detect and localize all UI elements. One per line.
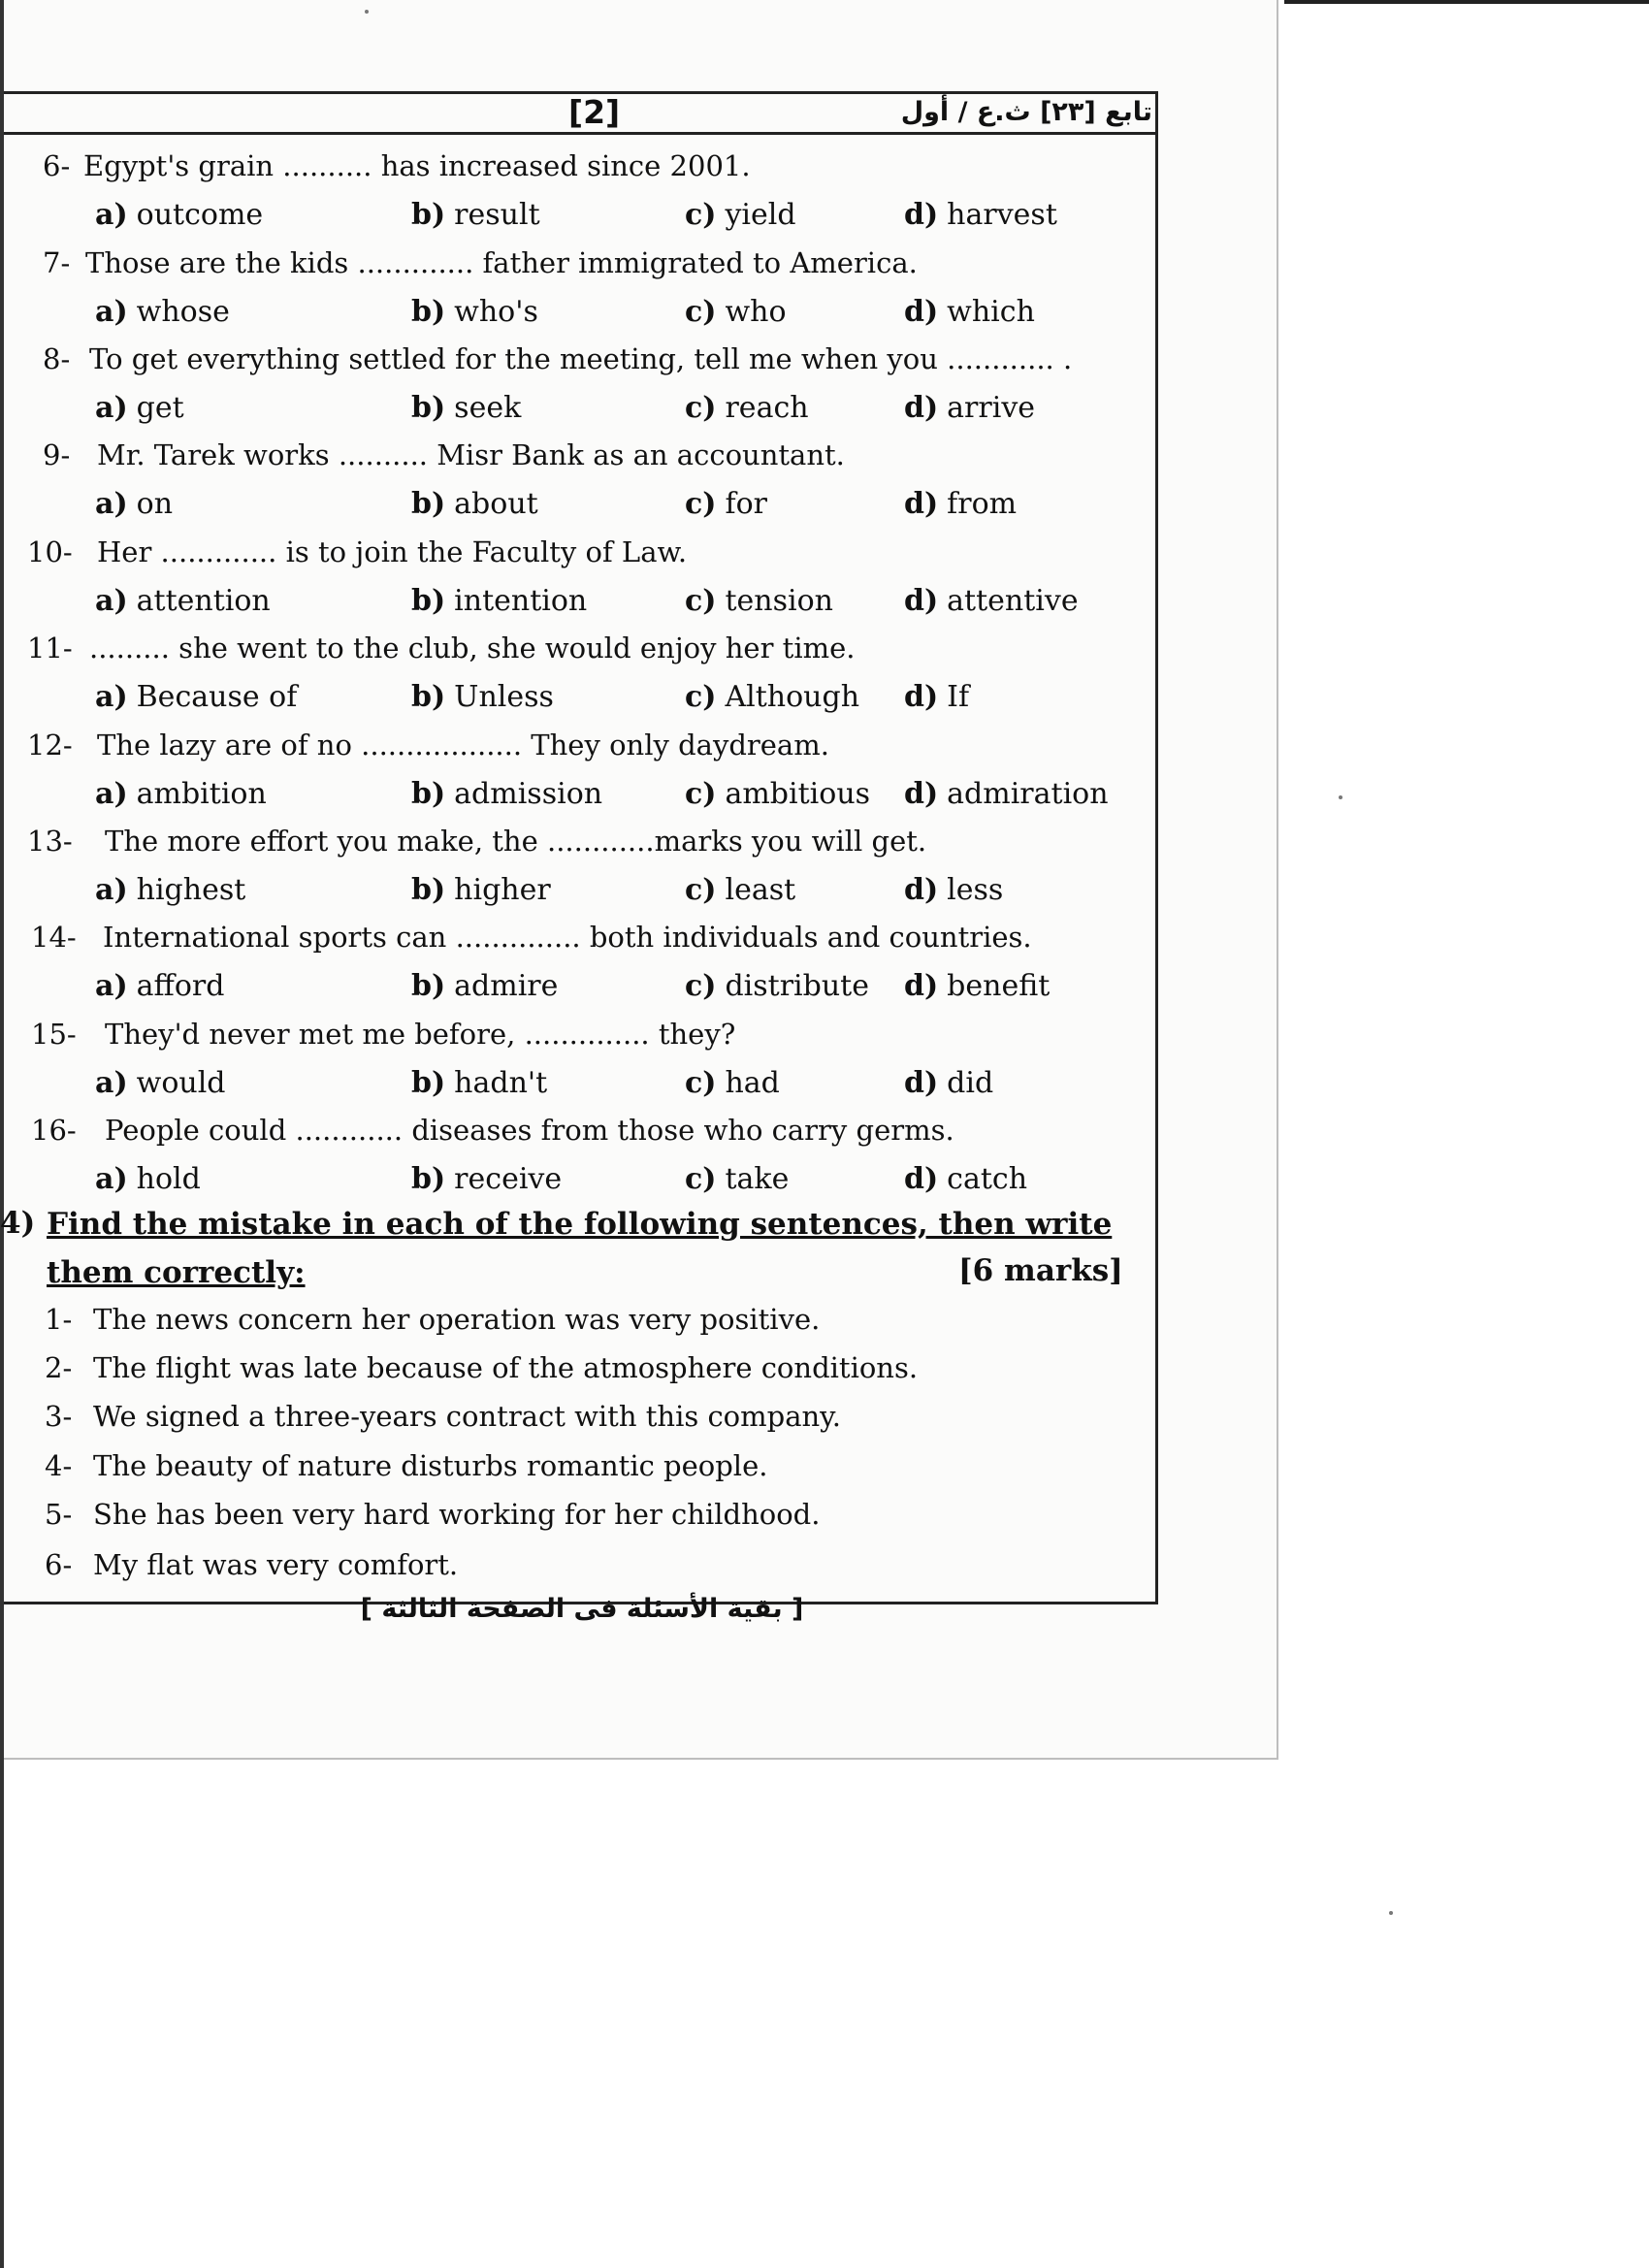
- option-letter: d): [904, 1066, 939, 1100]
- option-text: reach: [725, 391, 809, 425]
- answer-option: [95, 874, 245, 906]
- question-text: Those are the kids ............. father immigrated to America.: [85, 246, 918, 279]
- option-text: seek: [454, 391, 522, 425]
- option-text: result: [454, 198, 540, 232]
- sheet-fold-edge: [0, 1758, 4, 2268]
- option-letter: a): [95, 391, 128, 425]
- option-letter: b): [411, 487, 446, 521]
- question-number: 10-: [27, 535, 73, 568]
- section4-marks: [6 marks]: [958, 1253, 1123, 1288]
- option-letter: b): [411, 1066, 446, 1100]
- option-text: catch: [947, 1162, 1028, 1196]
- answer-option: [904, 681, 969, 713]
- answer-option: [95, 199, 263, 231]
- option-letter: b): [411, 198, 446, 232]
- mistake-item-text: We signed a three-years contract with this company.: [93, 1400, 841, 1433]
- answer-option: [411, 778, 602, 810]
- answer-option: [904, 1163, 1027, 1195]
- question-text: The more effort you make, the ............marks you will get.: [105, 825, 927, 858]
- option-letter: a): [95, 873, 128, 907]
- option-letter: a): [95, 198, 128, 232]
- option-text: about: [454, 487, 538, 521]
- mistake-item-number: 5-: [45, 1498, 73, 1531]
- answer-option: [685, 296, 787, 328]
- page-number: [2]: [568, 93, 621, 131]
- option-letter: d): [904, 969, 939, 1003]
- question-text: Egypt's grain .......... has increased since 2001.: [83, 149, 751, 182]
- question-number: 12-: [27, 729, 73, 761]
- question-number: 11-: [27, 632, 73, 664]
- answer-option: [904, 970, 1050, 1002]
- answer-option: [95, 585, 271, 617]
- option-text: least: [725, 873, 796, 907]
- answer-option: [685, 199, 796, 231]
- question-text: They'd never met me before, .............. they?: [105, 1018, 736, 1051]
- mistake-item-text: My flat was very comfort.: [93, 1548, 459, 1581]
- option-text: intention: [454, 584, 588, 618]
- question-number: 14-: [31, 921, 77, 954]
- option-text: whose: [136, 295, 230, 329]
- option-letter: c): [685, 584, 717, 618]
- answer-option: [685, 1163, 789, 1195]
- option-text: higher: [454, 873, 551, 907]
- option-text: tension: [725, 584, 833, 618]
- option-letter: a): [95, 1066, 128, 1100]
- answer-option: [904, 296, 1035, 328]
- answer-option: [411, 392, 521, 424]
- question-number: 15-: [31, 1018, 77, 1051]
- mistake-item-text: The beauty of nature disturbs romantic people.: [93, 1449, 768, 1482]
- option-text: on: [136, 487, 174, 521]
- answer-option: [411, 585, 587, 617]
- option-letter: d): [904, 487, 939, 521]
- answer-option: [95, 1067, 226, 1099]
- option-text: admiration: [947, 777, 1109, 811]
- question-text: Her ............. is to join the Faculty of Law.: [97, 535, 688, 568]
- answer-option: [411, 874, 551, 906]
- option-text: get: [136, 391, 184, 425]
- answer-option: [904, 1067, 993, 1099]
- option-text: would: [136, 1066, 226, 1100]
- answer-option: [411, 296, 538, 328]
- scan-speck: [1389, 1911, 1393, 1915]
- option-letter: d): [904, 873, 939, 907]
- mistake-item-number: 3-: [45, 1400, 73, 1433]
- option-letter: c): [685, 1162, 717, 1196]
- option-text: arrive: [947, 391, 1036, 425]
- mistake-item-number: 2-: [45, 1351, 73, 1384]
- option-letter: d): [904, 1162, 939, 1196]
- answer-option: [685, 874, 795, 906]
- option-text: afford: [136, 969, 225, 1003]
- option-text: from: [947, 487, 1018, 521]
- answer-option: [95, 681, 297, 713]
- option-text: for: [725, 487, 767, 521]
- question-text: Mr. Tarek works .......... Misr Bank as an accountant.: [97, 438, 845, 471]
- scan-speck: [1339, 795, 1342, 799]
- answer-option: [904, 199, 1057, 231]
- answer-option: [904, 585, 1079, 617]
- option-text: who's: [454, 295, 538, 329]
- answer-option: [411, 681, 554, 713]
- option-text: hadn't: [454, 1066, 548, 1100]
- option-letter: c): [685, 680, 717, 714]
- question-text: People could ............ diseases from those who carry germs.: [105, 1114, 954, 1147]
- answer-option: [904, 874, 1003, 906]
- mistake-item-number: 4-: [45, 1449, 73, 1482]
- option-text: benefit: [947, 969, 1051, 1003]
- option-text: If: [947, 680, 970, 714]
- option-text: admission: [454, 777, 603, 811]
- answer-option: [411, 970, 558, 1002]
- option-letter: c): [685, 969, 717, 1003]
- option-text: less: [947, 873, 1004, 907]
- option-letter: b): [411, 584, 446, 618]
- section4-number: 4): [0, 1206, 36, 1241]
- answer-option: [685, 778, 870, 810]
- option-text: hold: [136, 1162, 201, 1196]
- option-text: who: [725, 295, 787, 329]
- answer-option: [685, 970, 869, 1002]
- option-letter: a): [95, 777, 128, 811]
- option-text: harvest: [947, 198, 1057, 232]
- option-text: distribute: [725, 969, 869, 1003]
- question-number: 8-: [43, 342, 71, 375]
- answer-option: [411, 199, 540, 231]
- option-text: did: [947, 1066, 994, 1100]
- question-number: 7-: [43, 246, 71, 279]
- mistake-item-number: 1-: [45, 1303, 73, 1336]
- option-text: outcome: [136, 198, 264, 232]
- option-letter: a): [95, 487, 128, 521]
- option-text: admire: [454, 969, 559, 1003]
- question-text: International sports can .............. both individuals and countries.: [103, 921, 1032, 954]
- option-text: had: [725, 1066, 780, 1100]
- option-letter: c): [685, 198, 717, 232]
- option-text: ambition: [136, 777, 267, 811]
- option-letter: a): [95, 680, 128, 714]
- answer-option: [904, 392, 1035, 424]
- answer-option: [685, 1067, 780, 1099]
- option-letter: a): [95, 969, 128, 1003]
- option-text: Unless: [454, 680, 554, 714]
- answer-option: [685, 392, 809, 424]
- option-letter: b): [411, 969, 446, 1003]
- answer-option: [95, 1163, 201, 1195]
- answer-option: [95, 778, 267, 810]
- option-letter: d): [904, 295, 939, 329]
- answer-option: [411, 1163, 562, 1195]
- option-text: yield: [725, 198, 796, 232]
- option-letter: d): [904, 777, 939, 811]
- option-letter: d): [904, 391, 939, 425]
- answer-option: [685, 488, 767, 520]
- answer-option: [685, 585, 833, 617]
- question-text: ......... she went to the club, she would enjoy her time.: [89, 632, 856, 664]
- option-letter: b): [411, 777, 446, 811]
- option-letter: d): [904, 584, 939, 618]
- option-text: take: [725, 1162, 790, 1196]
- question-text: To get everything settled for the meeting, tell me when you ............ .: [89, 342, 1073, 375]
- section4-title-line2: them correctly:: [47, 1255, 306, 1290]
- footer-arabic-note: [ بقية الأسئلة فى الصفحة الثالثة ]: [360, 1594, 804, 1624]
- answer-option: [904, 488, 1017, 520]
- option-letter: b): [411, 873, 446, 907]
- scan-speck: [365, 10, 369, 14]
- question-number: 16-: [31, 1114, 77, 1147]
- option-letter: b): [411, 295, 446, 329]
- answer-option: [95, 970, 224, 1002]
- option-letter: d): [904, 198, 939, 232]
- question-number: 13-: [27, 825, 73, 858]
- mistake-item-text: She has been very hard working for her childhood.: [93, 1498, 821, 1531]
- question-number: 9-: [43, 438, 71, 471]
- mistake-item-number: 6-: [45, 1548, 73, 1581]
- answer-option: [411, 1067, 547, 1099]
- option-text: receive: [454, 1162, 563, 1196]
- option-text: ambitious: [725, 777, 871, 811]
- option-text: Although: [725, 680, 860, 714]
- option-text: highest: [136, 873, 246, 907]
- option-letter: a): [95, 1162, 128, 1196]
- question-number: 6-: [43, 149, 71, 182]
- option-letter: b): [411, 1162, 446, 1196]
- option-letter: b): [411, 680, 446, 714]
- option-letter: c): [685, 487, 717, 521]
- answer-option: [685, 681, 859, 713]
- option-letter: d): [904, 680, 939, 714]
- option-text: Because of: [136, 680, 298, 714]
- option-text: attention: [136, 584, 271, 618]
- mistake-item-text: The news concern her operation was very positive.: [93, 1303, 821, 1336]
- answer-option: [411, 488, 538, 520]
- question-text: The lazy are of no .................. They only daydream.: [97, 729, 829, 761]
- section4-title-line1: Find the mistake in each of the following sentences, then write: [47, 1207, 1113, 1242]
- option-letter: c): [685, 295, 717, 329]
- answer-option: [95, 488, 173, 520]
- option-letter: b): [411, 391, 446, 425]
- option-letter: c): [685, 777, 717, 811]
- top-edge-rule: [1284, 0, 1649, 4]
- option-letter: a): [95, 295, 128, 329]
- option-letter: c): [685, 873, 717, 907]
- mistake-item-text: The flight was late because of the atmosphere conditions.: [93, 1351, 919, 1384]
- option-text: attentive: [947, 584, 1079, 618]
- option-text: which: [947, 295, 1035, 329]
- answer-option: [95, 296, 230, 328]
- answer-option: [904, 778, 1109, 810]
- answer-option: [95, 392, 184, 424]
- option-letter: c): [685, 1066, 717, 1100]
- header-arabic-label: تابع [٢٣] ث.ع / أول: [900, 97, 1152, 127]
- option-letter: c): [685, 391, 717, 425]
- option-letter: a): [95, 584, 128, 618]
